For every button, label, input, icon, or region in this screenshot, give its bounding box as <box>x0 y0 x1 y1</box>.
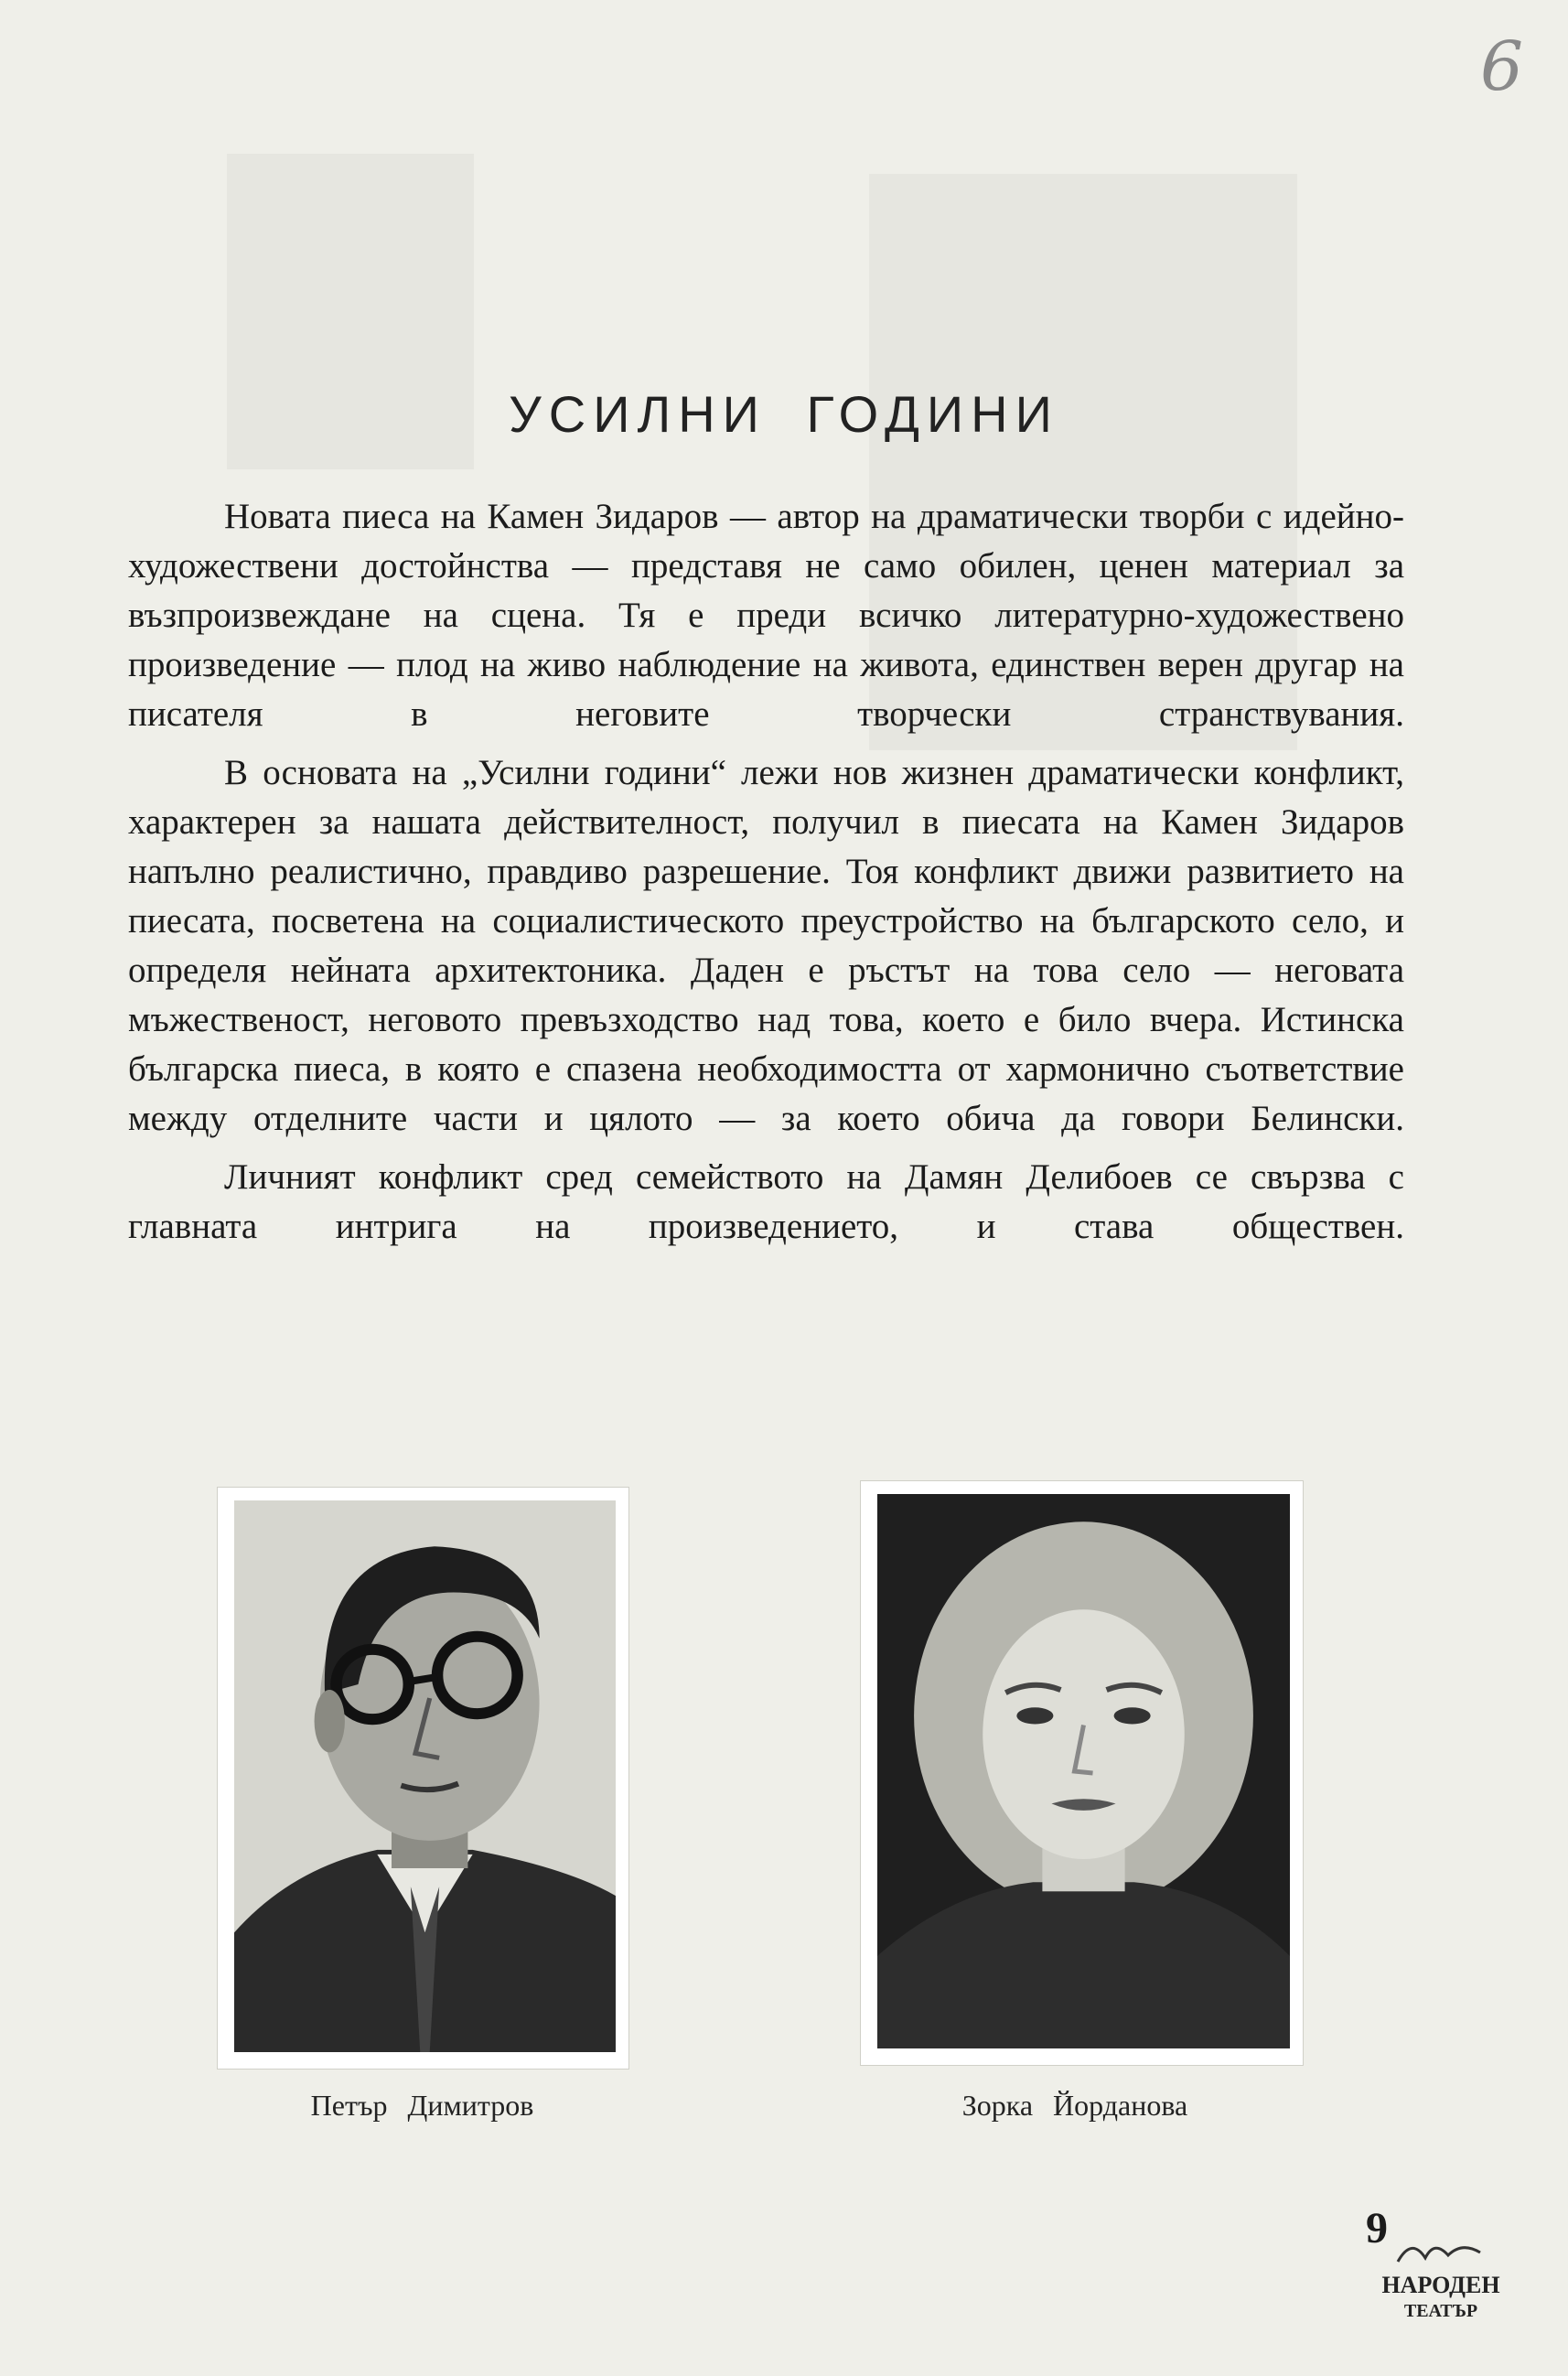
stamp-graphic <box>1361 2232 1521 2324</box>
paragraph-1: Новата пиеса на Камен Зидаров — автор на драматически творби с идейно-художествени достойнства — представя не само обилен, ценен материал за възпроизвеждане на сцена. Тя е преди всичко литературно-художествено произведение — плод на живо наблюдение на живота, единствен верен другар на писателя в неговите творчески странствувания. <box>128 497 1404 734</box>
handwritten-page-mark: 6 <box>1480 27 1524 106</box>
library-stamp <box>1361 2232 1521 2324</box>
portrait-woman-image <box>877 1494 1290 2048</box>
stamp-line-1: НАРОДЕН <box>1381 2272 1500 2298</box>
portrait-photo-2 <box>860 1480 1304 2066</box>
photo-caption-2: Зорка Йорданова <box>961 2089 1188 2122</box>
page-title: УСИЛНИ ГОДИНИ <box>509 385 1059 443</box>
page-number: 9 <box>1366 2204 1388 2252</box>
portrait-man-image <box>234 1500 616 2052</box>
photo-caption-1: Петър Димитров <box>310 2089 534 2122</box>
portrait-photo-1 <box>217 1487 629 2070</box>
stamp-line-2: ТЕАТЪР <box>1403 2301 1478 2321</box>
article-body <box>128 492 1404 1261</box>
paragraph-3: Личният конфликт сред семейството на Дамян Делибоев се свързва с главната интрига на произведението, и става обществен. <box>128 1157 1404 1246</box>
paragraph-2: В основата на „Усилни години“ лежи нов жизнен драматически конфликт, характерен за нашата действителност, получил в пиесата на Камен Зидаров напълно реалистично, правдиво разрешение. Тоя конфликт движи развитието на пиесата, посветена на социалистическото преустройство на българското село, и определя нейната архитектоника. Даден е ръстът на това село — неговата мъжественост, неговото превъзходство над това, което е било вчера. Истинска българска пиеса, в която е спазена необходимостта от хармонично съответствие между отделните части и цялото — за което обича да говори Белински. <box>128 753 1404 1138</box>
